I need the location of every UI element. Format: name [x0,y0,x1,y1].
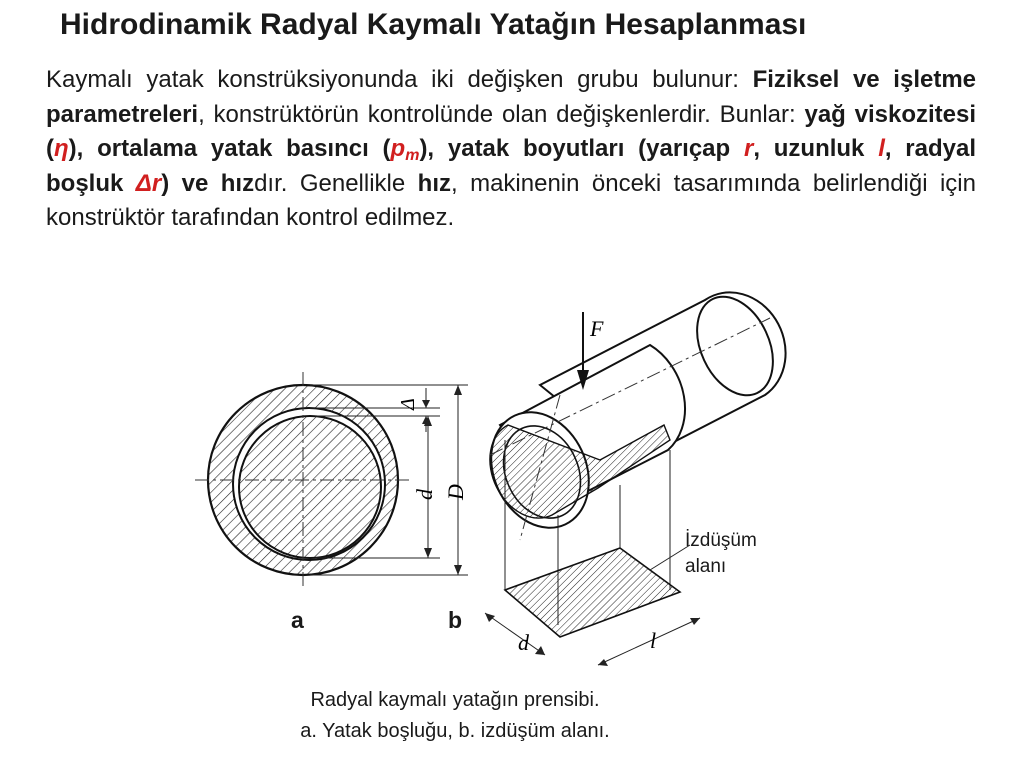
arrow-head [454,385,462,395]
arrow-head [424,548,432,558]
symbol-l: l [878,135,885,162]
arrow-head [454,565,462,575]
dim-line-l-b [598,618,700,665]
text-segment: Kaymalı yatak konstrüksiyonunda iki değişken grubu bulunur: [46,66,753,93]
bearing-isometric-b [473,285,788,666]
dim-label-d-b: d [518,630,529,655]
arrow-head [422,400,430,408]
dim-label-delta: Δ [397,398,419,410]
arrow-head [598,659,608,666]
text-segment: , konstrüktörün kontrolünde olan değişkenlerdir. Bunlar: [198,100,805,128]
arrow-head [535,646,545,655]
projection-label-line1: İzdüşüm [685,530,757,551]
text-bold: ), yatak boyutları (yarıçap [419,135,744,162]
text-bold: hız [417,169,451,197]
text-segment: dır. Genellikle [254,169,418,197]
force-label: F [590,316,604,341]
projection-area [505,548,680,637]
symbol-r: r [743,135,754,162]
symbol-delta-r: Δr [135,169,162,197]
text-bold: , radyal boşluk [46,135,977,197]
figure-caption-detail: a. Yatak boşluğu, b. izdüşüm alanı. [300,720,610,742]
dim-label-l-b: l [650,628,657,653]
projection-area-label [685,528,757,580]
symbol-pm-sub: m [405,147,420,164]
text-bold: , uzunluk [753,135,879,162]
figure-caption-title: Radyal kaymalı yatağın prensibi. [310,689,600,711]
text-segment: , makinenin önceki tasarımında belirlendiği için konstrüktör tarafından kontrol edilmez. [46,169,976,231]
bearing-section-a [195,372,468,590]
projection-label-line2: alanı [685,556,727,577]
symbol-eta: η [54,135,69,162]
page-title: Hidrodinamik Radyal Kaymalı Yatağın Hesaplanması [60,8,807,41]
text-bold: yağ viskozitesi ( [46,100,977,162]
text-bold: ) ve hız [161,169,255,197]
text-bold: Fiziksel ve işletme parametreleri [46,66,977,128]
dim-label-d: d [412,489,437,500]
text-bold: ), ortalama yatak basıncı ( [68,135,391,162]
dim-label-D: D [443,484,468,500]
figure-label-b: b [448,607,463,633]
symbol-pm-base: p [390,135,406,162]
figure-label-a: a [291,607,304,633]
arrow-head [485,613,495,622]
dim-line-d-b [485,613,545,655]
shaft-journal [239,416,381,558]
